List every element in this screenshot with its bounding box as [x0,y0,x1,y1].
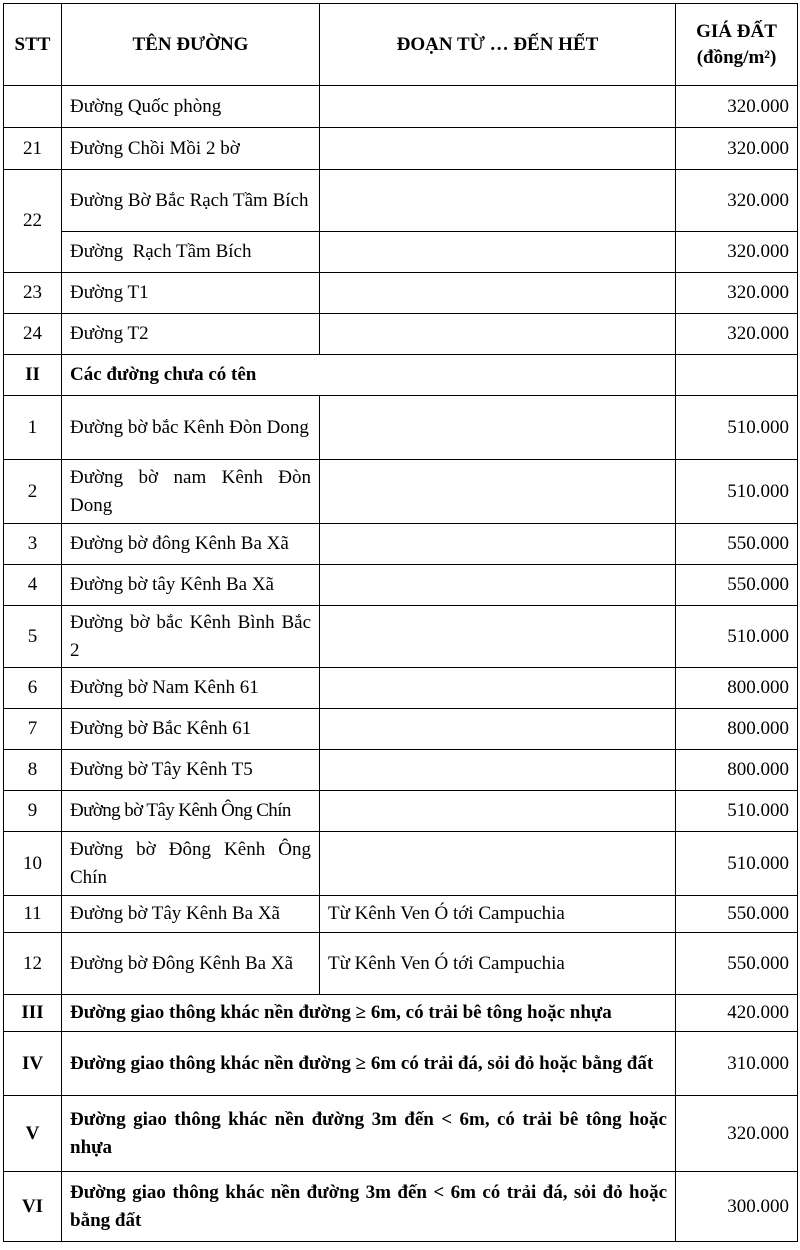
cell-name: Đường bờ bắc Kênh Đòn Dong [62,396,320,460]
cell-price [676,355,798,396]
cell-section-title: Đường giao thông khác nền đường 3m đến < 6m, có trải bê tông hoặc nhựa [62,1096,676,1172]
cell-stt: 11 [4,896,62,933]
table-row [4,791,798,832]
cell-price: 300.000 [676,1172,798,1242]
cell-segment [320,750,676,791]
section-row [4,1096,798,1172]
cell-name: Đường Bờ Bắc Rạch Tầm Bích [62,170,320,232]
cell-stt: 21 [4,128,62,170]
table-row [4,668,798,709]
cell-segment [320,314,676,355]
table-row [4,832,798,896]
cell-segment [320,791,676,832]
cell-segment [320,273,676,314]
cell-stt: II [4,355,62,396]
cell-name: Đường bờ Bắc Kênh 61 [62,709,320,750]
cell-section-title: Đường giao thông khác nền đường 3m đến < 6m có trải đá, sỏi đỏ hoặc bằng đất [62,1172,676,1242]
cell-stt: V [4,1096,62,1172]
cell-name: Đường bờ Tây Kênh T5 [62,750,320,791]
cell-name: Đường Rạch Tầm Bích [62,232,320,273]
cell-name: Đường bờ tây Kênh Ba Xã [62,565,320,606]
cell-segment [320,232,676,273]
cell-stt: 4 [4,565,62,606]
header-gia-dat [676,4,798,86]
cell-price: 510.000 [676,606,798,668]
table-row [4,524,798,565]
cell-name: Đường T1 [62,273,320,314]
table-row [4,170,798,232]
cell-stt: 23 [4,273,62,314]
cell-segment [320,524,676,565]
header-gia-dat-unit: (đồng/m²) [696,46,777,68]
cell-stt [4,86,62,128]
cell-price: 320.000 [676,170,798,232]
section-row [4,1032,798,1096]
cell-stt: 8 [4,750,62,791]
table-row [4,396,798,460]
table-row [4,933,798,995]
table-row [4,128,798,170]
cell-stt: 24 [4,314,62,355]
cell-price: 510.000 [676,396,798,460]
cell-name: Đường bờ Đông Kênh Ba Xã [62,933,320,995]
cell-price: 420.000 [676,995,798,1032]
cell-segment [320,128,676,170]
cell-stt: 10 [4,832,62,896]
cell-price: 320.000 [676,86,798,128]
table-row [4,273,798,314]
cell-name: Đường bờ Tây Kênh Ông Chín [62,791,320,832]
table-row [4,606,798,668]
cell-price: 320.000 [676,128,798,170]
header-doan-tu: ĐOẠN TỪ … ĐẾN HẾT [320,4,676,86]
section-row [4,995,798,1032]
cell-name: Đường bờ nam Kênh Đòn Dong [62,460,320,524]
cell-price: 800.000 [676,668,798,709]
cell-stt: 6 [4,668,62,709]
cell-segment: Từ Kênh Ven Ó tới Campuchia [320,933,676,995]
cell-segment [320,565,676,606]
cell-segment [320,86,676,128]
cell-stt: 1 [4,396,62,460]
header-gia-dat-label: GIÁ ĐẤT [696,20,777,42]
cell-name: Đường Chồi Mồi 2 bờ [62,128,320,170]
cell-name: Đường bờ đông Kênh Ba Xã [62,524,320,565]
cell-section-title: Đường giao thông khác nền đường ≥ 6m, có trải bê tông hoặc nhựa [62,995,676,1032]
cell-segment [320,460,676,524]
table-row [4,565,798,606]
table-row [4,460,798,524]
cell-name: Đường T2 [62,314,320,355]
cell-stt: 5 [4,606,62,668]
cell-price: 320.000 [676,273,798,314]
table-row [4,750,798,791]
cell-stt: III [4,995,62,1032]
table-row [4,896,798,933]
cell-stt: 22 [4,170,62,273]
cell-price: 510.000 [676,832,798,896]
land-price-table [3,3,798,1242]
cell-name: Đường bờ Tây Kênh Ba Xã [62,896,320,933]
cell-section-title: Các đường chưa có tên [62,355,676,396]
cell-price: 320.000 [676,1096,798,1172]
cell-name: Đường Quốc phòng [62,86,320,128]
cell-segment [320,668,676,709]
header-stt: STT [4,4,62,86]
cell-section-title: Đường giao thông khác nền đường ≥ 6m có trải đá, sỏi đỏ hoặc bằng đất [62,1032,676,1096]
cell-name: Đường bờ Đông Kênh Ông Chín [62,832,320,896]
cell-segment [320,170,676,232]
cell-segment: Từ Kênh Ven Ó tới Campuchia [320,896,676,933]
cell-name: Đường bờ Nam Kênh 61 [62,668,320,709]
cell-segment [320,832,676,896]
cell-segment [320,606,676,668]
table-row [4,232,798,273]
table-row [4,709,798,750]
cell-stt: 12 [4,933,62,995]
cell-segment [320,396,676,460]
header-ten-duong: TÊN ĐƯỜNG [62,4,320,86]
cell-stt: VI [4,1172,62,1242]
cell-price: 550.000 [676,896,798,933]
cell-price: 510.000 [676,460,798,524]
section-row [4,355,798,396]
cell-price: 550.000 [676,565,798,606]
cell-segment [320,709,676,750]
cell-stt: 3 [4,524,62,565]
cell-price: 550.000 [676,524,798,565]
cell-price: 320.000 [676,232,798,273]
cell-price: 320.000 [676,314,798,355]
section-row [4,1172,798,1242]
cell-price: 800.000 [676,750,798,791]
cell-price: 550.000 [676,933,798,995]
cell-price: 510.000 [676,791,798,832]
cell-stt: IV [4,1032,62,1096]
cell-stt: 2 [4,460,62,524]
cell-stt: 7 [4,709,62,750]
cell-price: 800.000 [676,709,798,750]
cell-name: Đường bờ bắc Kênh Bình Bắc 2 [62,606,320,668]
table-row [4,86,798,128]
table-row [4,314,798,355]
cell-price: 310.000 [676,1032,798,1096]
header-row [4,4,798,86]
cell-stt: 9 [4,791,62,832]
